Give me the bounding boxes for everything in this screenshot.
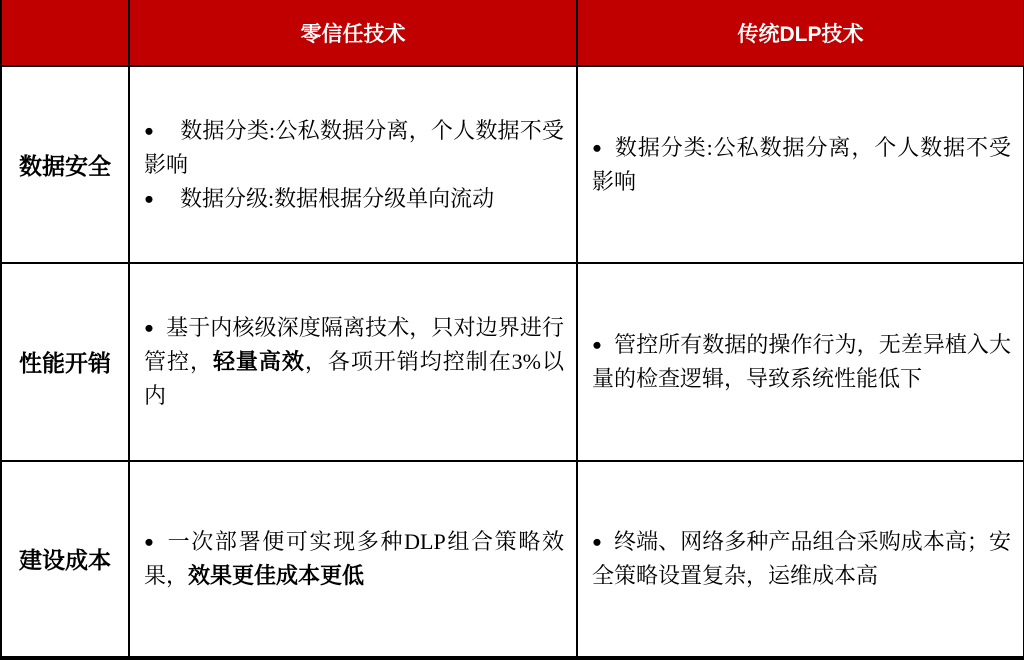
dlp-cell (577, 66, 1024, 263)
bullet-text: 管控所有数据的操作行为，无差异植入大量的检查逻辑，导致系统性能低下 (592, 331, 1011, 391)
bullet-item (592, 525, 1011, 593)
bullet-item (144, 525, 564, 593)
bullet-text-bold: 效果更佳成本更低 (188, 562, 365, 588)
bullet-text: 终端、网络多种产品组合采购成本高；安全策略设置复杂，运维成本高 (592, 528, 1011, 588)
bullet-text-bold: 轻量高效 (212, 348, 305, 374)
zero-trust-cell (129, 66, 577, 263)
bullet-icon: ● (592, 531, 603, 551)
table-row (1, 461, 1024, 658)
dlp-cell (577, 263, 1024, 460)
table-row (1, 263, 1024, 460)
bullet-item (592, 131, 1011, 199)
zero-trust-cell (129, 461, 577, 658)
row-label: 建设成本 (1, 461, 129, 658)
dlp-cell (577, 461, 1024, 658)
bullet-text: 一次部署便可实现多种DLP组合策略效果， (144, 528, 564, 588)
header-zero-trust: 零信任技术 (129, 0, 577, 66)
bullet-item (144, 114, 564, 182)
bullet-icon: ● (592, 137, 603, 157)
bullet-icon: ● (592, 334, 603, 354)
row-label: 数据安全 (1, 66, 129, 263)
bullet-text: 基于内核级深度隔离技术，只对边界进行管控， (144, 314, 564, 374)
bullet-text: 数据分类:公私数据分离，个人数据不受影响 (144, 117, 564, 177)
table-header (1, 0, 1024, 66)
bullet-text: ，各项开销均控制在3%以内 (144, 348, 564, 409)
bullet-item (592, 328, 1011, 396)
table-body (1, 66, 1024, 658)
row-label: 性能开销 (1, 263, 129, 460)
bullet-icon: ● (144, 531, 156, 551)
zero-trust-cell (129, 263, 577, 460)
header-empty-cell (1, 0, 129, 66)
header-dlp: 传统DLP技术 (577, 0, 1024, 66)
bullet-icon: ● (144, 188, 154, 208)
header-row (1, 0, 1024, 66)
bullet-icon: ● (144, 120, 155, 140)
bullet-icon: ● (144, 317, 155, 337)
bullet-item (144, 182, 564, 216)
bullet-item (144, 311, 564, 413)
table-row (1, 66, 1024, 263)
bullet-text: 数据分类:公私数据分离，个人数据不受影响 (592, 134, 1011, 194)
bullet-text: 数据分级:数据根据分级单向流动 (179, 185, 495, 211)
